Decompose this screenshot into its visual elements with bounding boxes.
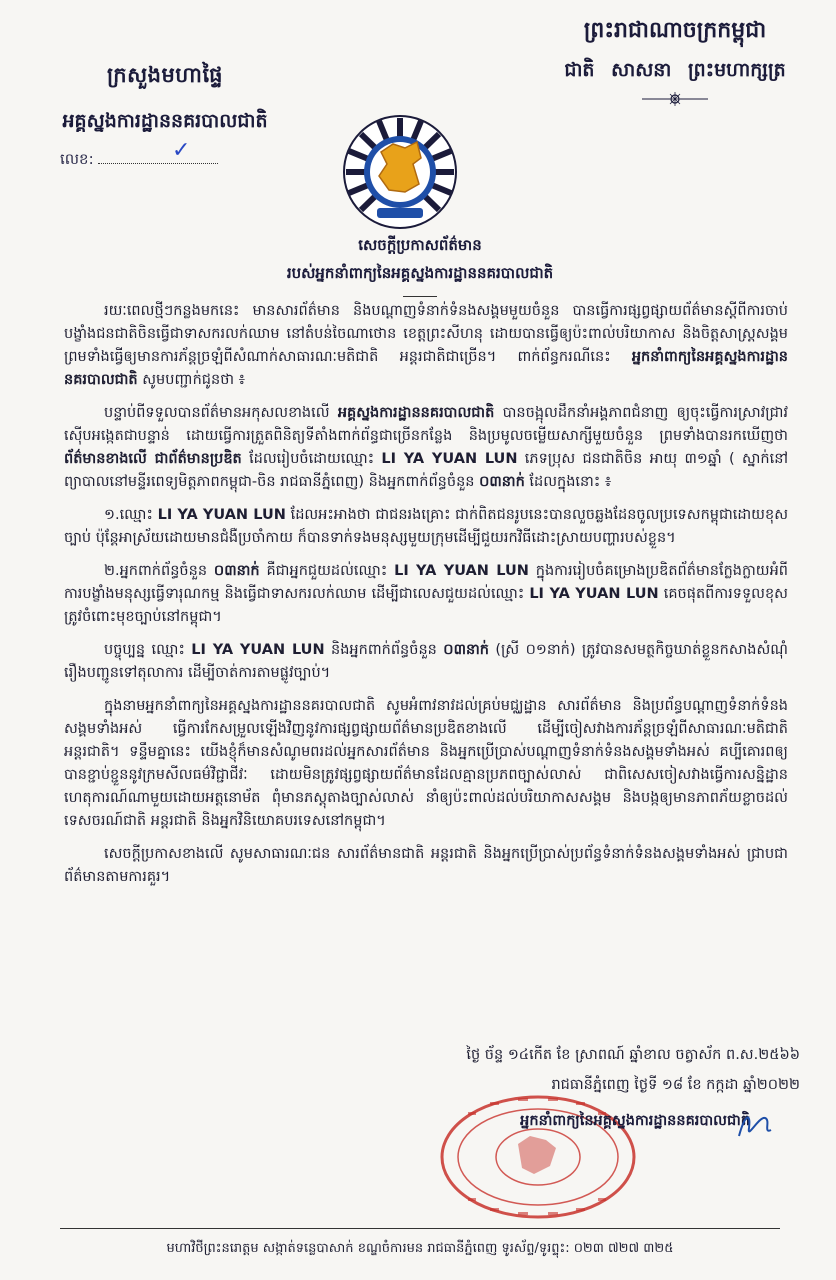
- announcement-title: [150, 236, 690, 297]
- police-logo: [333, 112, 467, 232]
- paragraph-intro: រយៈពេលថ្មីៗកន្លងមកនេះ មានសារព័ត៌មាន និងបណ្តាញទំនាក់ទំនងសង្គមមួយចំនួន បានធ្វើការផ្សព្វផ្សាយព័ត៌មានស្តីពីការចាប់បង្ខាំងជនជាតិចិនធ្វើជាទាសករលក់ឈាម នៅតំបន់ចៃណាថោន ខេត្តព្រះសីហនុ ដោយបានធ្វើឲ្យប៉ះពាល់បរិយាកាស និងចិត្តសាស្ត្រសង្គម ព្រមទាំងធ្វើឲ្យមានការភ័ន្តច្រឡំពីសំណាក់សាធារណៈមតិជាតិ អន្តរជាតិជាច្រើន។ ពាក់ព័ន្ធករណីនេះ អ្នកនាំពាក្យនៃអគ្គស្នងការដ្ឋាននគរបាលជាតិ សូមបញ្ជាក់ជូនថា ៖: [64, 303, 788, 388]
- paragraph-item-2: ២.អ្នកពាក់ព័ន្ធចំនួន ០៣នាក់ គឺជាអ្នកជួយដល់ឈ្មោះ LI YA YUAN LUN ក្នុងការរៀបចំគម្រោងប្រឌិតព័ត៌មានក្លែងក្លាយអំពីការបង្ខាំងមនុស្សធ្វើទារុណកម្ម និងធ្វើជាទាសករលក់ឈាម ដើម្បីជាលេសជួយដល់ឈ្មោះ LI YA YUAN LUN គេចផុតពីការទទួលខុសត្រូវចំពោះមុខច្បាប់នៅកម្ពុជា។: [64, 563, 789, 625]
- reference-label: លេខ:: [60, 150, 94, 168]
- ministry-header: [30, 62, 300, 137]
- reference-number: [60, 138, 218, 172]
- national-motto: ជាតិ សាសនា ព្រះមហាក្សត្រ: [564, 59, 786, 81]
- checkmark-icon: ✓: [172, 138, 191, 163]
- ministry-name: ក្រសួងមហាផ្ទៃ: [107, 63, 223, 87]
- title-divider: [403, 296, 437, 297]
- signatory-title: អ្នកនាំពាក្យនៃអគ្គស្នងការដ្ឋាននគរបាលជាតិ: [520, 1113, 750, 1129]
- signature: [735, 1108, 775, 1142]
- paragraph-closing: សេចក្តីប្រកាសខាងលើ សូមសាធារណៈជន សារព័ត៌មានជាតិ អន្តរជាតិ និងអ្នកប្រើប្រាស់ប្រព័ន្ធទំនាក់ទំនងសង្គមទាំងអស់ ជ្រាបជាព័ត៌មានតាមការគួរ។: [64, 846, 788, 885]
- date-block: [330, 1040, 800, 1100]
- kingdom-title: ព្រះរាជាណាចក្រកម្ពុជា: [583, 18, 767, 43]
- paragraph-appeal: ក្នុងនាមអ្នកនាំពាក្យនៃអគ្គស្នងការដ្ឋាននគរបាលជាតិ សូមអំពាវនាវដល់គ្រប់មជ្ឈដ្ឋាន សារព័ត៌មាន និងប្រព័ន្ធបណ្តាញទំនាក់ទំនងសង្គមទាំងអស់ ធ្វើការកែសម្រួលឡើងវិញនូវការផ្សព្វផ្សាយព័ត៌មានប្រឌិតខាងលើ ដើម្បីចៀសវាងការភ័ន្តច្រឡំពីសាធារណៈមតិជាតិ អន្តរជាតិ។ ទន្ទឹមគ្នានេះ យើងខ្ញុំក៏មានសំណូមពរដល់អ្នកសារព័ត៌មាន និងអ្នកប្រើប្រាស់បណ្តាញទំនាក់ទំនងសង្គមទាំងអស់ គប្បីគោរពឲ្យបានខ្ជាប់ខ្ជួននូវក្រមសីលធម៌វិជ្ជាជីវៈ ដោយមិនត្រូវផ្សព្វផ្សាយព័ត៌មានដែលគ្មានប្រភពច្បាស់លាស់ ជាពិសេសចៀសវាងធ្វើការសន្និដ្ឋានហេតុការណ៍ណាមួយដោយអត្តនោម័ត ពុំមានភស្តុតាងច្បាស់លាស់ នាំឲ្យប៉ះពាល់ដល់បរិយាកាសសង្គម និងបង្កឲ្យមានភាពភ័យខ្លាចដល់ទេសចរណ៍ជាតិ អន្តរជាតិ និងអ្នកវិនិយោគបរទេសនៅកម្ពុជា។: [64, 698, 788, 829]
- paragraph-item-1: ១.ឈ្មោះ LI YA YUAN LUN ដែលអះអាងថា ជាជនរងគ្រោះ ជាក់ពិតជនរូបនេះបានលួចឆ្លងដែនចូលប្រទេសកម្ពុជាដោយខុសច្បាប់ ប៉ុន្តែអាស្រ័យដោយមានជំងឺប្រចាំកាយ ក៏បានទាក់ទងមនុស្សមួយក្រុមដើម្បីជួយរកវិធីដោះស្រាយបញ្ហារបស់ខ្លួន។: [64, 507, 789, 546]
- footer-divider: [60, 1228, 780, 1229]
- lunar-date: ថ្ងៃ ច័ន្ទ ១៤កើត ខែ ស្រាពណ៍ ឆ្នាំខាល ចត្វាស័ក ព.ស.២៥៦៦: [466, 1047, 800, 1063]
- reference-dots: [98, 163, 218, 164]
- kingdom-header: [530, 16, 820, 108]
- title-line-2: របស់អ្នកនាំពាក្យនៃអគ្គស្នងការដ្ឋាននគរបាលជាតិ: [286, 264, 554, 282]
- paragraph-investigation: បន្ទាប់ពីទទួលបានព័ត៌មានអកុសលខាងលើ អគ្គស្នងការដ្ឋាននគរបាលជាតិ បានចង្អុលដឹកនាំអង្គភាពជំនាញ ឲ្យចុះធ្វើការស្រាវជ្រាវ ស៊ើបអង្កេតជាបន្ទាន់ ដោយធ្វើការត្រួតពិនិត្យទីតាំងពាក់ព័ន្ធជាច្រើនកន្លែង និងប្រមូលចម្លើយសាក្សីមួយចំនួន ព្រមទាំងបានរកឃើញថា ព័ត៌មានខាងលើ ជាព័ត៌មានប្រឌិត ដែលរៀបចំដោយឈ្មោះ LI YA YUAN LUN ភេទប្រុស ជនជាតិចិន អាយុ ៣១ឆ្នាំ ( ស្នាក់នៅព្យាបាលនៅមន្ទីរពេទ្យមិត្តភាពកម្ពុជា-ចិន រាជធានីភ្នំពេញ) និងអ្នកពាក់ព័ន្ធចំនួន ០៣នាក់ ដែលក្នុងនោះ ៖: [64, 405, 788, 490]
- department-name: អគ្គស្នងការដ្ឋាននគរបាលជាតិ: [62, 110, 268, 132]
- announcement-body: [64, 300, 788, 899]
- footer-address: មហាវិថីព្រះនរោត្តម សង្កាត់ទន្លេបាសាក់ ខណ្ឌចំការមន រាជធានីភ្នំពេញ ទូរស័ព្ទ/ទូរព្ទុះ: ០២៣ ៧២៧ ៣២៥: [166, 1241, 674, 1256]
- solar-date: រាជធានីភ្នំពេញ ថ្ងៃទី ១៨ ខែ កក្កដា ឆ្នាំ២០២២: [551, 1077, 800, 1093]
- ornament-icon: [640, 90, 710, 108]
- title-line-1: សេចក្តីប្រកាសព័ត៌មាន: [358, 236, 482, 254]
- paragraph-current-status: បច្ចុប្បន្ន ឈ្មោះ LI YA YUAN LUN និងអ្នកពាក់ព័ន្ធចំនួន ០៣នាក់ (ស្រី ០១នាក់) ត្រូវបានសមត្ថកិច្ចឃាត់ខ្លួនកសាងសំណុំរឿងបញ្ជូនទៅតុលាការ ដើម្បីចាត់ការតាមផ្លូវច្បាប់។: [64, 642, 789, 681]
